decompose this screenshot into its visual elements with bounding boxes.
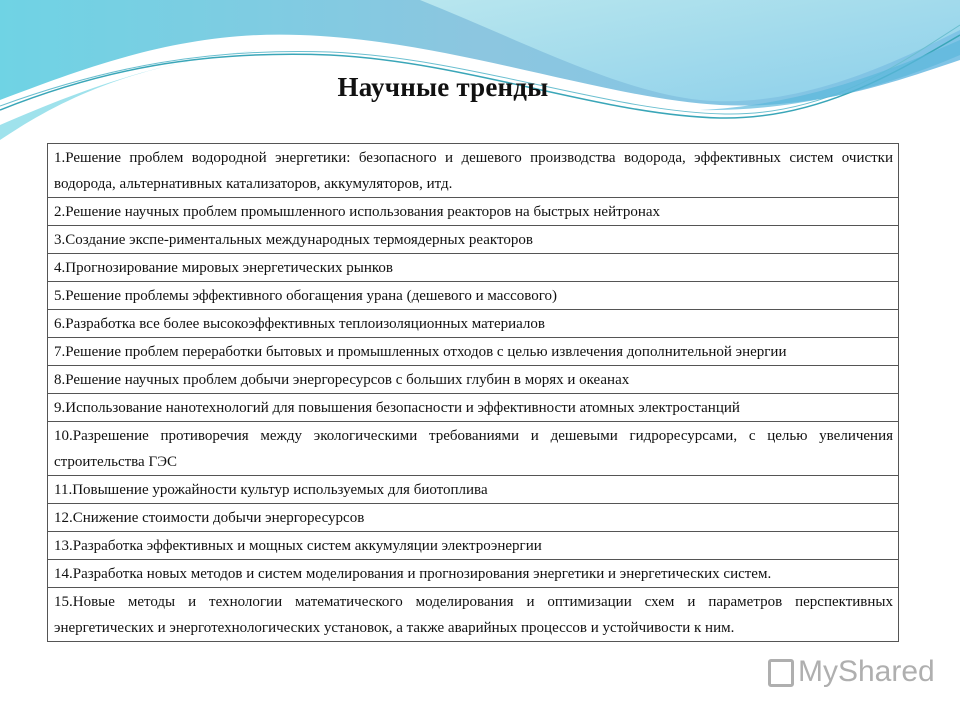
trend-item: 10.Разрешение противоречия между экологическими требованиями и дешевыми гидроресурсами, с целью увеличения строительства ГЭС	[48, 422, 899, 476]
table-row	[48, 476, 899, 504]
table-row	[48, 310, 899, 338]
trend-item: 9.Использование нанотехнологий для повышения безопасности и эффективности атомных электростанций	[48, 394, 899, 422]
trend-item: 4.Прогнозирование мировых энергетических рынков	[48, 254, 899, 282]
watermark-text: MyShared	[798, 655, 935, 688]
table-row	[48, 366, 899, 394]
table-row	[48, 282, 899, 310]
presentation-icon	[768, 659, 794, 687]
table-row	[48, 588, 899, 642]
trends-table	[47, 143, 899, 642]
trend-item: 6.Разработка все более высокоэффективных теплоизоляционных материалов	[48, 310, 899, 338]
trend-item: 13.Разработка эффективных и мощных систем аккумуляции электроэнергии	[48, 532, 899, 560]
table-row	[48, 144, 899, 198]
table-row	[48, 504, 899, 532]
trend-item: 1.Решение проблем водородной энергетики: безопасного и дешевого производства водорода, эффективных систем очистки водорода, альтернативных катализаторов, аккумуляторов, итд.	[48, 144, 899, 198]
table-row	[48, 338, 899, 366]
table-row	[48, 254, 899, 282]
trend-item: 11.Повышение урожайности культур используемых для биотоплива	[48, 476, 899, 504]
trend-item: 12.Снижение стоимости добычи энергоресурсов	[48, 504, 899, 532]
watermark	[768, 655, 935, 689]
trend-item: 5.Решение проблемы эффективного обогащения урана (дешевого и массового)	[48, 282, 899, 310]
table-row	[48, 394, 899, 422]
trend-item: 7.Решение проблем переработки бытовых и промышленных отходов с целью извлечения дополнительной энергии	[48, 338, 899, 366]
table-row	[48, 198, 899, 226]
trend-item: 3.Создание экспе-риментальных международных термоядерных реакторов	[48, 226, 899, 254]
trend-item: 2.Решение научных проблем промышленного использования реакторов на быстрых нейтронах	[48, 198, 899, 226]
table-row	[48, 422, 899, 476]
table-row	[48, 560, 899, 588]
slide-title: Научные тренды	[337, 72, 549, 102]
table-row	[48, 532, 899, 560]
table-row	[48, 226, 899, 254]
trend-item: 14.Разработка новых методов и систем моделирования и прогнозирования энергетики и энергетических систем.	[48, 560, 899, 588]
trend-item: 8.Решение научных проблем добычи энергоресурсов с больших глубин в морях и океанах	[48, 366, 899, 394]
trend-item: 15.Новые методы и технологии математического моделирования и оптимизации схем и параметров перспективных энергетических и энерготехнологических установок, а также аварийных процессов и устойчивости к ним.	[48, 588, 899, 642]
